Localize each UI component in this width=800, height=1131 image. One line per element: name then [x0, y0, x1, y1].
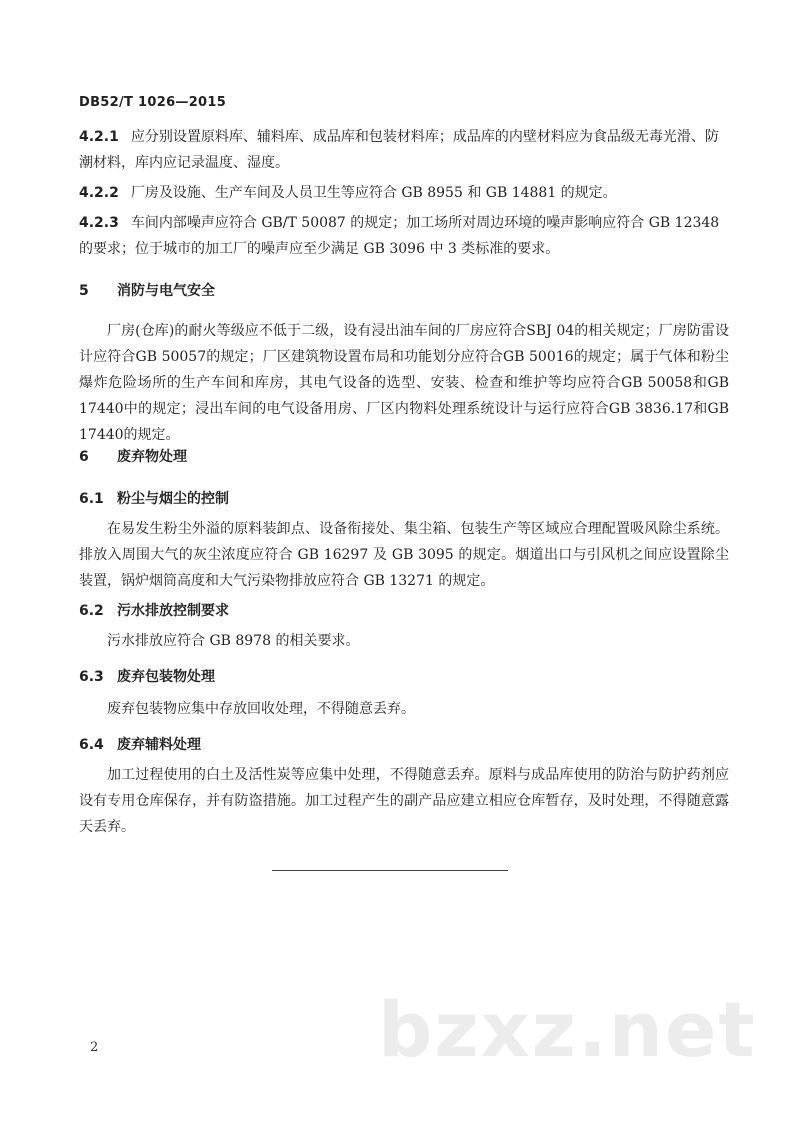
- subsection-number: 6.1: [79, 491, 104, 507]
- section-heading-6: [79, 446, 187, 466]
- section-title: 消防与电气安全: [117, 283, 215, 299]
- subsection-heading-6-1: [79, 488, 229, 508]
- subsection-heading-6-4: [79, 734, 201, 754]
- clause-number: 4.2.3: [79, 215, 119, 231]
- subsection-number: 6.2: [79, 603, 104, 619]
- section-number: 6: [79, 449, 89, 465]
- document-code: DB52/T 1026—2015: [79, 95, 227, 110]
- clause-number: 4.2.2: [79, 185, 119, 201]
- subsection-6-3-paragraph: 废弃包装物应集中存放回收处理，不得随意丢弃。: [107, 701, 415, 717]
- section-5-paragraph: 厂房(仓库)的耐火等级应不低于二级，设有浸出油车间的厂房应符合SBJ 04的相关规定；厂房防雷设计应符合GB 50057的规定；厂区建筑物设置布局和功能划分应符合GB 50016的规定；属于气体和粉尘爆炸危险场所的生产车间和库房，其电气设备的选型、安装、检查和维护等均应符合GB 50058和GB 17440中的规定；浸出车间的电气设备用房、厂区内物料处理系统设计与运行应符合GB 3836.17和GB 17440的规定。: [79, 323, 729, 443]
- page-number: 2: [90, 1040, 99, 1055]
- clause-4-2-1: [79, 124, 729, 176]
- clause-text: 厂房及设施、生产车间及人员卫生等应符合 GB 8955 和 GB 14881 的规定。: [130, 185, 617, 201]
- subsection-6-4-paragraph: 加工过程使用的白土及活性炭等应集中处理，不得随意丢弃。原料与成品库使用的防治与防护药剂应设有专用仓库保存，并有防盗措施。加工过程产生的副产品应建立相应仓库暂存，及时处理，不得随意露天丢弃。: [79, 767, 729, 835]
- subsection-title: 污水排放控制要求: [117, 603, 229, 619]
- subsection-title: 粉尘与烟尘的控制: [117, 491, 229, 507]
- section-title: 废弃物处理: [117, 449, 187, 465]
- subsection-number: 6.3: [79, 669, 104, 685]
- subsection-heading-6-3: [79, 666, 215, 686]
- clause-text: 应分别设置原料库、辅料库、成品库和包装材料库；成品库的内壁材料应为食品级无毒光滑、防潮材料，库内应记录温度、湿度。: [79, 129, 719, 171]
- subsection-title: 废弃辅料处理: [117, 737, 201, 753]
- clause-number: 4.2.1: [79, 129, 119, 145]
- clause-text: 车间内部噪声应符合 GB/T 50087 的规定；加工场所对周边环境的噪声影响应符合 GB 12348 的要求；位于城市的加工厂的噪声应至少满足 GB 3096 中 3 类标准的要求。: [79, 215, 720, 257]
- clause-4-2-2: [79, 180, 729, 206]
- subsection-6-2-paragraph: 污水排放应符合 GB 8978 的相关要求。: [107, 633, 360, 649]
- subsection-heading-6-2: [79, 600, 229, 620]
- subsection-title: 废弃包装物处理: [117, 669, 215, 685]
- watermark: bzxz.net: [378, 985, 757, 1074]
- subsection-number: 6.4: [79, 737, 104, 753]
- end-rule: [272, 870, 508, 871]
- section-number: 5: [79, 283, 89, 299]
- subsection-6-1-paragraph: 在易发生粉尘外溢的原料装卸点、设备衔接处、集尘箱、包装生产等区域应合理配置吸风除尘系统。排放入周围大气的灰尘浓度应符合 GB 16297 及 GB 3095 的规定。烟道出口与引风机之间应设置除尘装置，锅炉烟筒高度和大气污染物排放应符合 GB 13271 的规定。: [79, 521, 729, 589]
- section-heading-5: [79, 280, 215, 300]
- clause-4-2-3: [79, 210, 729, 262]
